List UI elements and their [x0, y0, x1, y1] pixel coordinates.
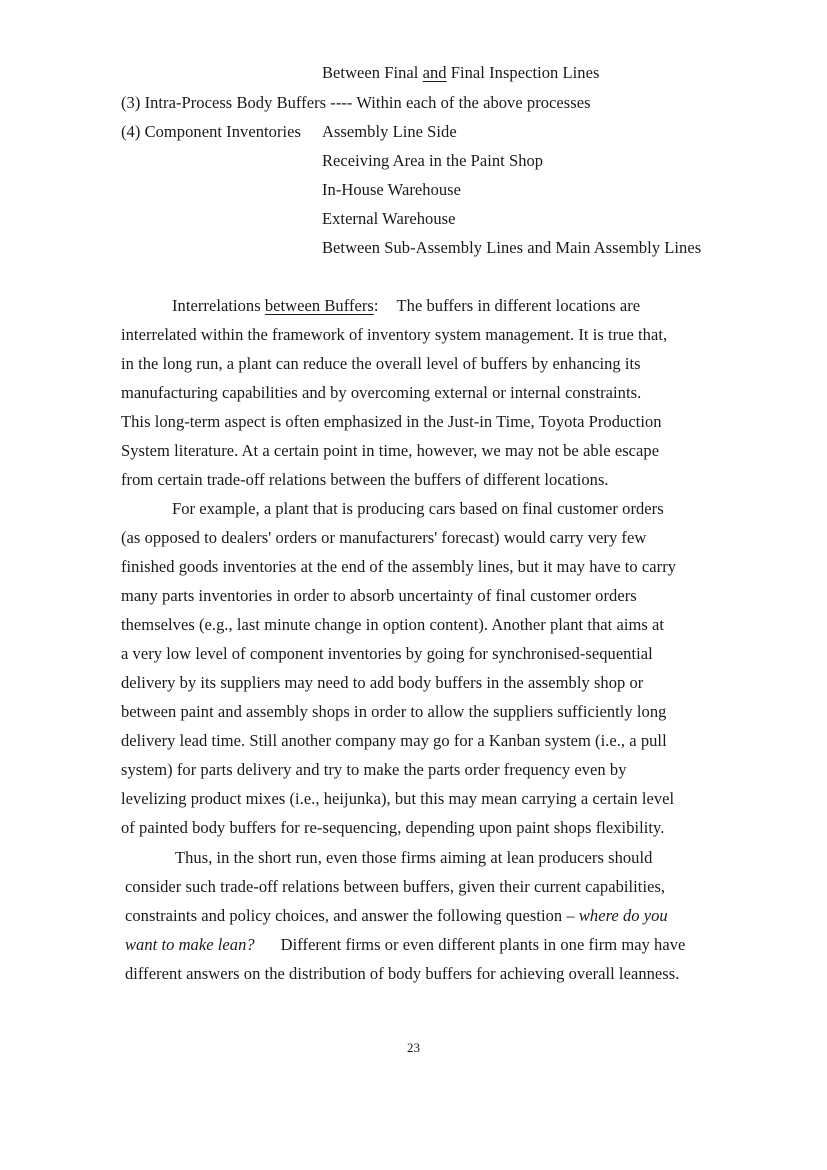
- list-item-4-sub-4: External Warehouse: [322, 209, 456, 228]
- list-item-4-sub-3: In-House Warehouse: [322, 180, 462, 199]
- paragraph-3-line-4: [125, 935, 685, 955]
- underlined-word: and: [422, 63, 447, 82]
- paragraph-2-line-8: between paint and assembly shops in order to allow the suppliers sufficiently long: [121, 702, 667, 721]
- list-item-2-continuation: [322, 63, 599, 83]
- paragraph-3-line-2: consider such trade-off relations between buffers, given their current capabilities,: [125, 877, 666, 896]
- paragraph-1-line-6: System literature. At a certain point in time, however, we may not be able escape: [121, 441, 660, 460]
- question-italic: want to make lean?: [125, 935, 255, 954]
- page-number: 23: [407, 1040, 420, 1055]
- paragraph-text: The buffers in different locations are: [396, 296, 641, 315]
- paragraph-1-line-2: interrelated within the framework of inventory system management. It is true that,: [121, 325, 668, 344]
- paragraph-2-line-4: many parts inventories in order to absorb uncertainty of final customer orders: [121, 586, 637, 605]
- list-item-4-sub-1: Assembly Line Side: [322, 122, 457, 141]
- paragraph-3-line-3: [125, 906, 668, 926]
- paragraph-2-line-2: (as opposed to dealers' orders or manufacturers' forecast) would carry very few: [121, 528, 647, 547]
- paragraph-2-line-3: finished goods inventories at the end of the assembly lines, but it may have to carry: [121, 557, 677, 576]
- paragraph-1-line-5: This long-term aspect is often emphasized in the Just-in Time, Toyota Production: [121, 412, 662, 431]
- paragraph-text: Different firms or even different plants in one firm may have: [280, 935, 686, 954]
- list-item-4-sub-5: Between Sub-Assembly Lines and Main Assembly Lines: [322, 238, 702, 257]
- paragraph-1-line-7: from certain trade-off relations between the buffers of different locations.: [121, 470, 609, 489]
- list-item-4-sub-2: Receiving Area in the Paint Shop: [322, 151, 544, 170]
- question-italic: where do you: [578, 906, 668, 925]
- paragraph-2-line-7: delivery by its suppliers may need to add body buffers in the assembly shop or: [121, 673, 644, 692]
- list-text: Final Inspection Lines: [446, 63, 600, 82]
- paragraph-1-line-4: manufacturing capabilities and by overcoming external or internal constraints.: [121, 383, 642, 402]
- paragraph-text: constraints and policy choices, and answer the following question –: [125, 906, 579, 925]
- paragraph-1-line-1: [172, 296, 640, 316]
- paragraph-2-line-10: system) for parts delivery and try to make the parts order frequency even by: [121, 760, 627, 779]
- paragraph-2-line-11: levelizing product mixes (i.e., heijunka), but this may mean carrying a certain level: [121, 789, 675, 808]
- section-heading: Interrelations: [172, 296, 265, 315]
- paragraph-2-line-9: delivery lead time. Still another company may go for a Kanban system (i.e., a pull: [121, 731, 667, 750]
- list-item-3: (3) Intra-Process Body Buffers ---- Within each of the above processes: [121, 93, 591, 112]
- list-text: Between Final: [322, 63, 423, 82]
- heading-colon: :: [373, 296, 379, 315]
- paragraph-1-line-3: in the long run, a plant can reduce the overall level of buffers by enhancing its: [121, 354, 641, 373]
- paragraph-3-line-5: different answers on the distribution of body buffers for achieving overall leanness.: [125, 964, 680, 983]
- paragraph-2-line-5: themselves (e.g., last minute change in option content). Another plant that aims at: [121, 615, 665, 634]
- list-item-4-heading: (4) Component Inventories: [121, 122, 301, 141]
- paragraph-2-line-1: For example, a plant that is producing cars based on final customer orders: [172, 499, 664, 518]
- paragraph-3-line-1: Thus, in the short run, even those firms aiming at lean producers should: [175, 848, 653, 867]
- paragraph-2-line-6: a very low level of component inventories by going for synchronised-sequential: [121, 644, 653, 663]
- section-heading-underlined: between Buffers: [264, 296, 374, 315]
- paragraph-2-line-12: of painted body buffers for re-sequencing, depending upon paint shops flexibility.: [121, 818, 665, 837]
